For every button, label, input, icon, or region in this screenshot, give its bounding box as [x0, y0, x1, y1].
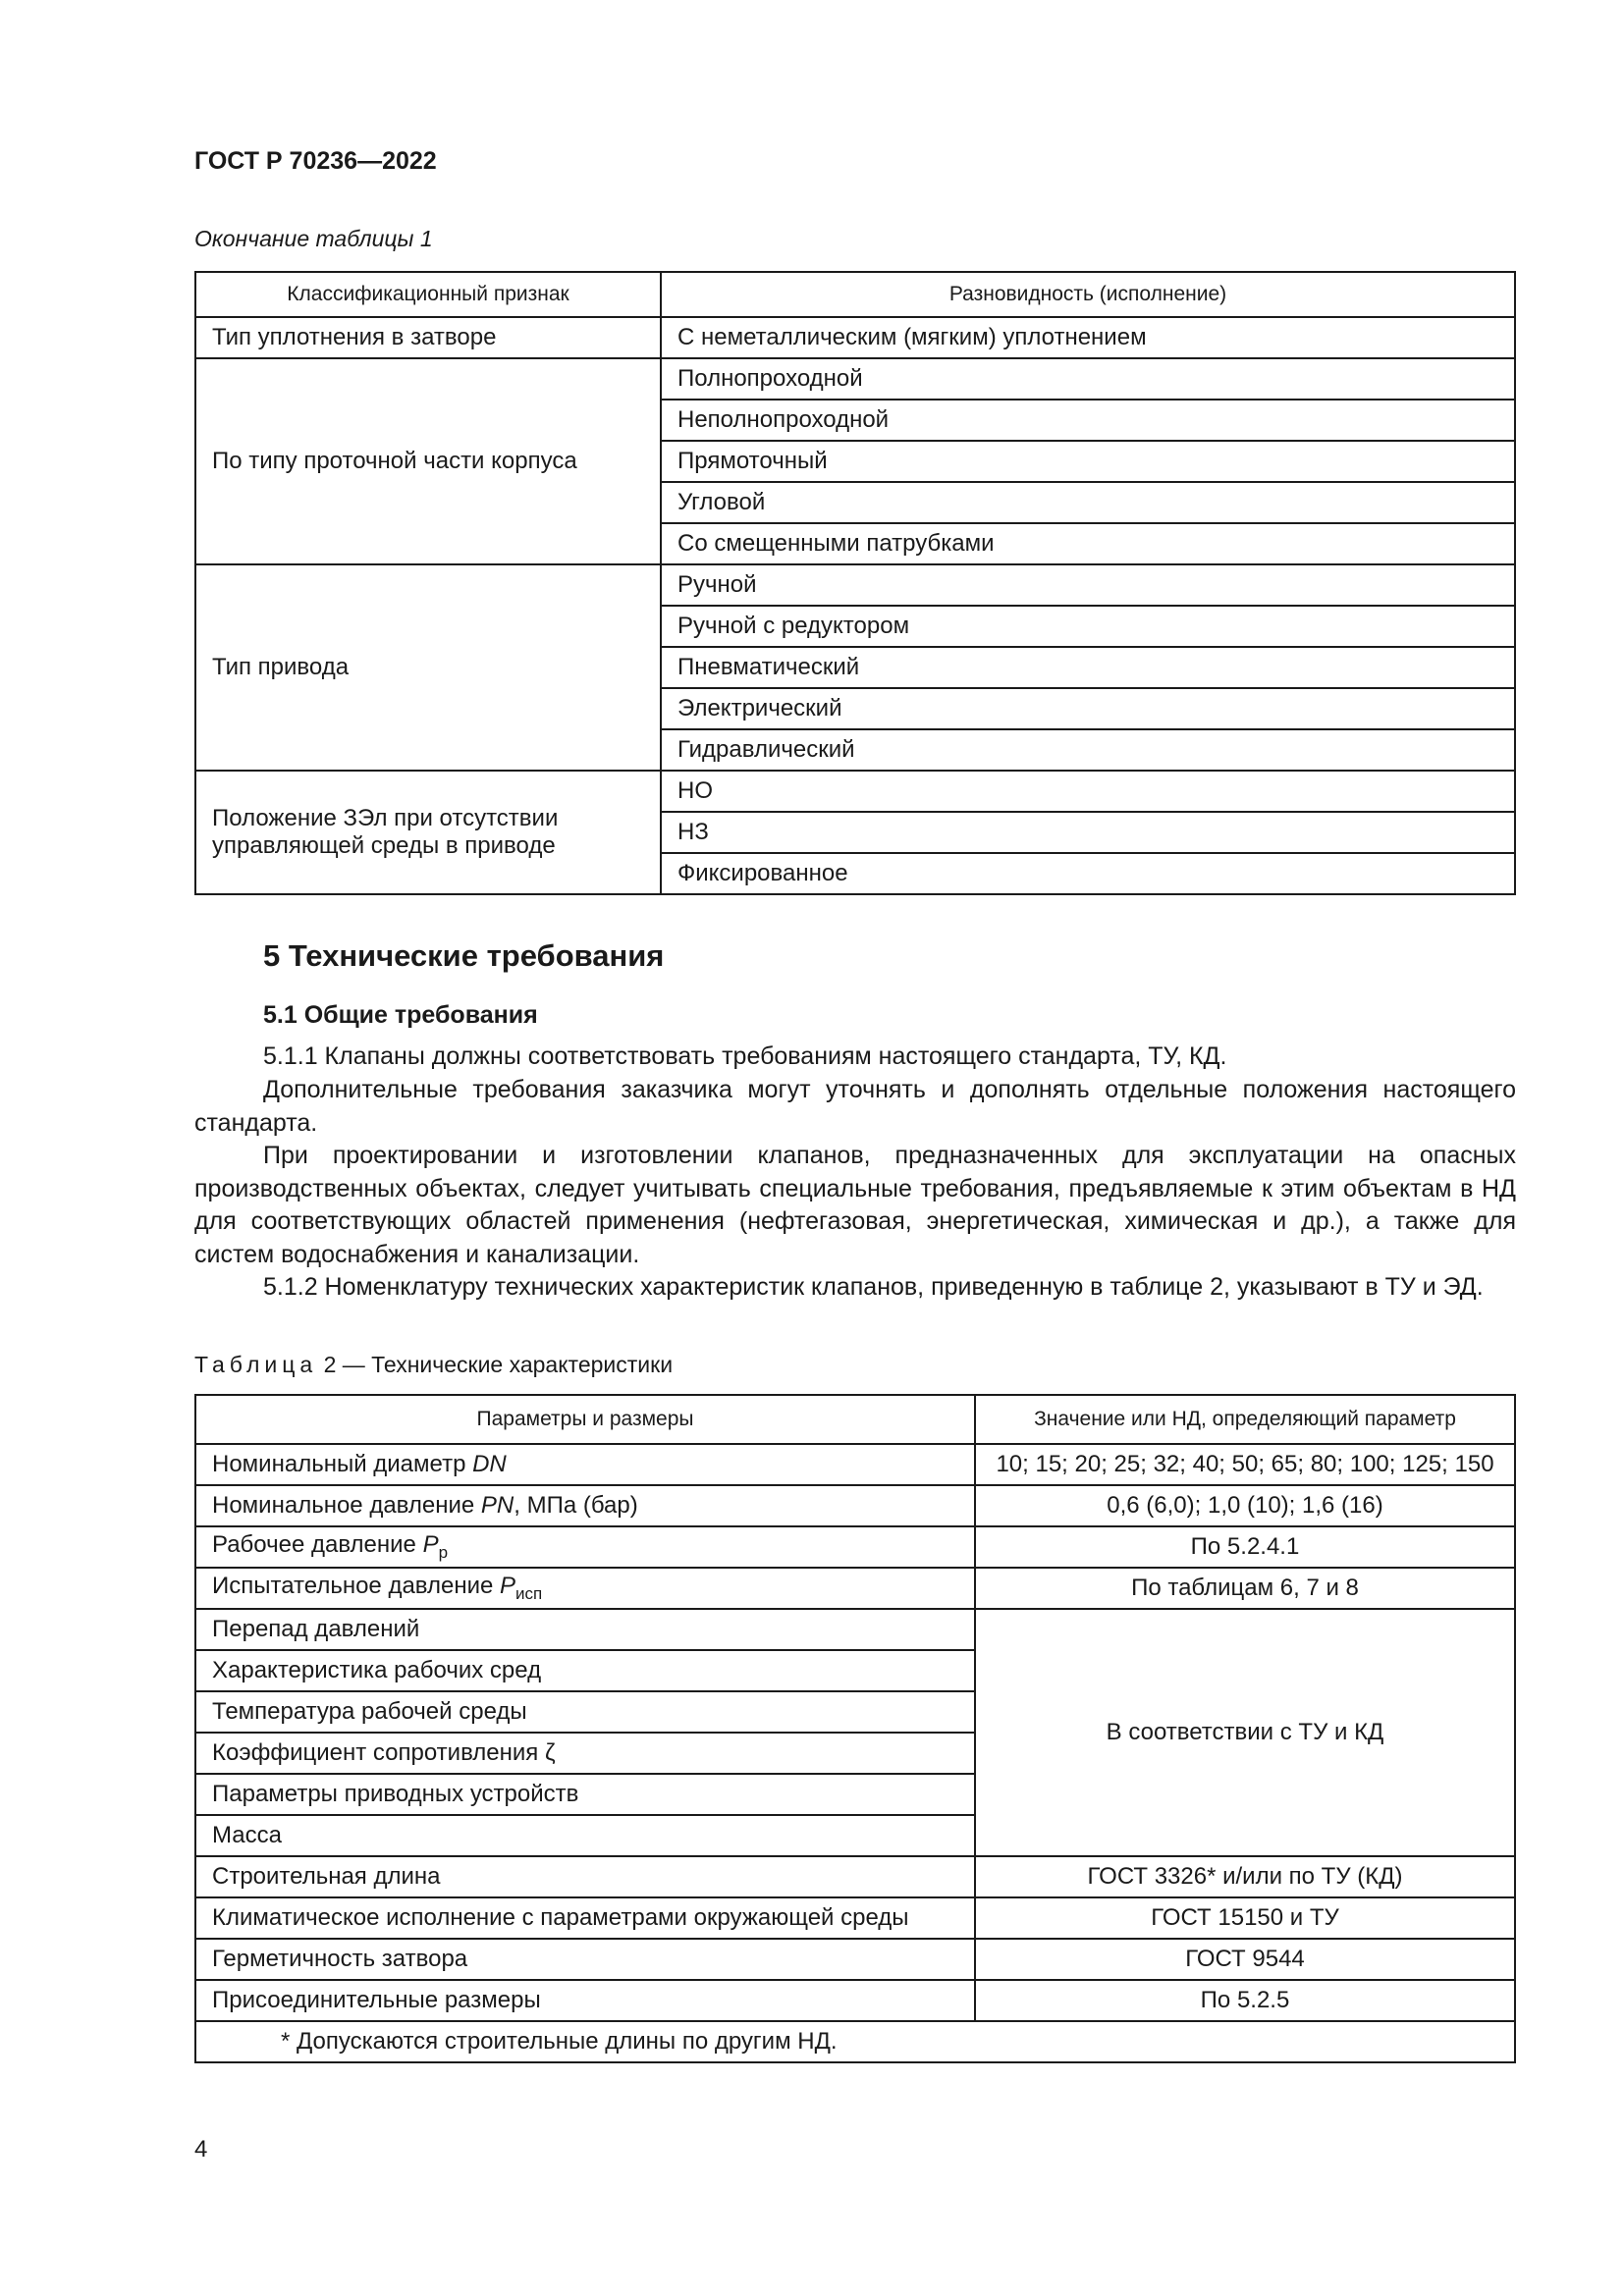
paragraph: Дополнительные требования заказчика могут уточнять и дополнять отдельные положения настоящего стандарта.	[194, 1076, 1516, 1137]
column-header: Значение или НД, определяющий параметр	[975, 1395, 1515, 1444]
table-row	[195, 1856, 1515, 1897]
value-cell: ГОСТ 3326* и/или по ТУ (КД)	[975, 1856, 1515, 1897]
variant-cell: Электрический	[661, 688, 1515, 729]
value-cell: По 5.2.4.1	[975, 1526, 1515, 1568]
table-row	[195, 771, 1515, 812]
feature-cell: По типу проточной части корпуса	[195, 358, 661, 564]
variant-cell: Пневматический	[661, 647, 1515, 688]
parameter-cell: Испытательное давление $P_{исп}$	[195, 1568, 975, 1609]
parameter-cell: Коэффициент сопротивления ζ	[195, 1733, 975, 1774]
value-cell: По таблицам 6, 7 и 8	[975, 1568, 1515, 1609]
table-row	[195, 1568, 1515, 1609]
variant-cell: Ручной	[661, 564, 1515, 606]
parameter-cell: Номинальный диаметр DN	[195, 1444, 975, 1485]
parameter-cell: Номинальное давление PN, МПа (бар)	[195, 1485, 975, 1526]
variant-cell: Со смещенными патрубками	[661, 523, 1515, 564]
value-cell: В соответствии с ТУ и КД	[975, 1609, 1515, 1856]
parameter-cell: Присоединительные размеры	[195, 1980, 975, 2021]
variant-cell: Полнопроходной	[661, 358, 1515, 400]
variant-cell: Фиксированное	[661, 853, 1515, 894]
document-code: ГОСТ Р 70236—2022	[194, 147, 437, 175]
paragraph: 5.1.2 Номенклатуру технических характеристик клапанов, приведенную в таблице 2, указывают в ТУ и ЭД.	[263, 1273, 1484, 1301]
feature-cell: Тип привода	[195, 564, 661, 771]
feature-cell: Положение ЗЭл при отсутствии управляющей среды в приводе	[195, 771, 661, 894]
table-row	[195, 1444, 1515, 1485]
table-row	[195, 1609, 1515, 1650]
section-heading: 5 Технические требования	[263, 938, 665, 973]
parameter-cell: Климатическое исполнение с параметрами окружающей среды	[195, 1897, 975, 1939]
variant-cell: Гидравлический	[661, 729, 1515, 771]
table-row	[195, 317, 1515, 358]
parameter-cell: Строительная длина	[195, 1856, 975, 1897]
subsection-heading: 5.1 Общие требования	[263, 1001, 538, 1029]
table-footnote: * Допускаются строительные длины по другим НД.	[195, 2021, 1515, 2062]
feature-cell: Тип уплотнения в затворе	[195, 317, 661, 358]
value-cell: ГОСТ 15150 и ТУ	[975, 1897, 1515, 1939]
variant-cell: Угловой	[661, 482, 1515, 523]
paragraph: 5.1.1 Клапаны должны соответствовать требованиям настоящего стандарта, ТУ, КД.	[263, 1042, 1227, 1070]
variant-cell: Ручной с редуктором	[661, 606, 1515, 647]
variant-cell: Неполнопроходной	[661, 400, 1515, 441]
paragraph: При проектировании и изготовлении клапанов, предназначенных для эксплуатации на опасных производственных объектах, следует учитывать специальные требования, предъявляемые к этим объектам в НД для соответствующих областей применения (нефтегазовая, энергетическая, химическая и др.), а также для систем водоснабжения и канализации.	[194, 1142, 1516, 1268]
value-cell: 10; 15; 20; 25; 32; 40; 50; 65; 80; 100; 125; 150	[975, 1444, 1515, 1485]
table-row	[195, 1526, 1515, 1568]
variant-cell: НО	[661, 771, 1515, 812]
column-header: Параметры и размеры	[195, 1395, 975, 1444]
table-row	[195, 358, 1515, 400]
table-row	[195, 1980, 1515, 2021]
table-row	[195, 564, 1515, 606]
parameter-cell: Масса	[195, 1815, 975, 1856]
table-row	[195, 1485, 1515, 1526]
classification-table	[194, 271, 1516, 895]
table-header-row	[195, 272, 1515, 317]
parameter-cell: Параметры приводных устройств	[195, 1774, 975, 1815]
parameter-cell: Температура рабочей среды	[195, 1691, 975, 1733]
value-cell: По 5.2.5	[975, 1980, 1515, 2021]
table1-continuation-label: Окончание таблицы 1	[194, 226, 433, 251]
table-row	[195, 1939, 1515, 1980]
page-number: 4	[194, 2136, 208, 2163]
column-header: Классификационный признак	[195, 272, 661, 317]
table2-caption: Таблица 2 — Технические характеристики	[194, 1352, 674, 1377]
table-footnote-row	[195, 2021, 1515, 2062]
parameter-cell: Герметичность затвора	[195, 1939, 975, 1980]
technical-characteristics-table	[194, 1394, 1516, 2063]
variant-cell: НЗ	[661, 812, 1515, 853]
parameter-cell: Перепад давлений	[195, 1609, 975, 1650]
parameter-cell: Характеристика рабочих сред	[195, 1650, 975, 1691]
column-header: Разновидность (исполнение)	[661, 272, 1515, 317]
value-cell: ГОСТ 9544	[975, 1939, 1515, 1980]
variant-cell: С неметаллическим (мягким) уплотнением	[661, 317, 1515, 358]
table-row	[195, 1897, 1515, 1939]
value-cell: 0,6 (6,0); 1,0 (10); 1,6 (16)	[975, 1485, 1515, 1526]
table-header-row	[195, 1395, 1515, 1444]
parameter-cell: Рабочее давление $P_р$	[195, 1526, 975, 1568]
variant-cell: Прямоточный	[661, 441, 1515, 482]
